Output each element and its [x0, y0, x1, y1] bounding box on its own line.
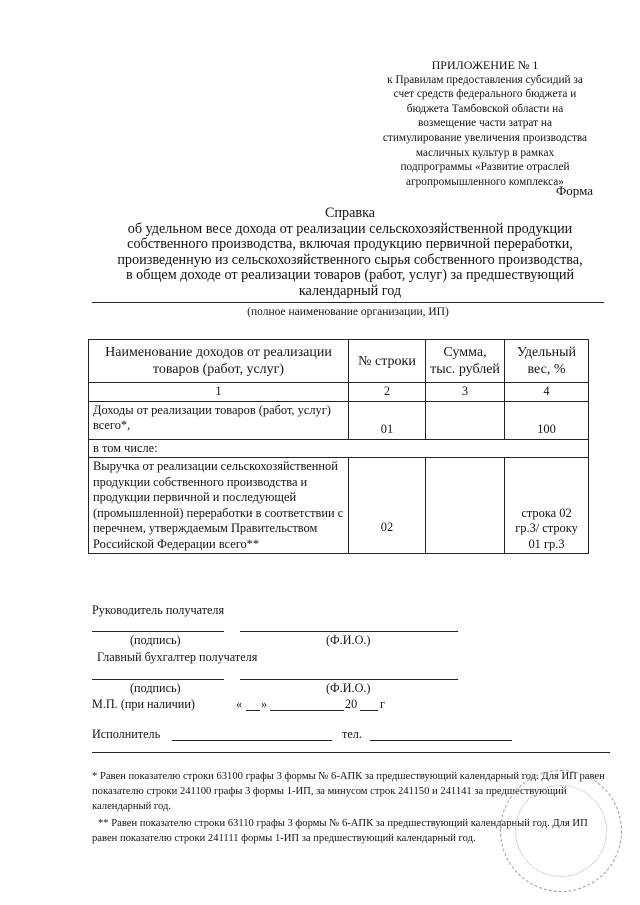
- date-quote-close: »: [261, 697, 268, 711]
- appendix-line: подпрограммы «Развитие отраслей: [400, 161, 570, 174]
- accountant-label: Главный бухгалтер получателя: [97, 650, 258, 664]
- date-month-line[interactable]: [270, 710, 344, 711]
- row2-line: 02: [349, 458, 426, 554]
- executor-label: Исполнитель: [92, 727, 161, 741]
- subheader-including: в том числе:: [89, 439, 589, 458]
- appendix-block: [350, 58, 620, 189]
- table-header-row: [89, 340, 589, 383]
- row2-name: Выручка от реализации сельскохозяйственной продукции собственного производства и продукции первичной и последующей (промышленной) переработки в соответствии с перечнем, утверждаемым Правительством Российской Федерации всего**: [89, 458, 349, 554]
- appendix-line: агропромышленного комплекса»: [406, 175, 564, 188]
- appendix-line: масличных культур в рамках: [415, 146, 555, 159]
- date-suffix: г: [380, 697, 385, 711]
- footnote-first: * Равен показателю строки 63100 графы 3 формы № 6-АПК за предшествующий календарный год. Для ИП равен показателю строки 241100 графы 3 формы 1-ИП, за минусом строк 241150 и 241141 за предшествующий календарный год.: [92, 771, 605, 812]
- row1-sum[interactable]: [426, 401, 505, 439]
- head-label: Руководитель получателя: [92, 603, 225, 617]
- footnote-second: ** Равен показателю строки 63110 графы 3 формы № 6-АПК за предшествующий календарный год. Для ИП равен показателю строки 241111 формы 1-ИП за предшествующий календарный год.: [92, 818, 588, 844]
- document-title: [90, 206, 610, 300]
- title-main: Справка: [324, 205, 376, 221]
- row2-share: строка 02 гр.3/ строку 01 гр.3: [505, 458, 589, 554]
- appendix-line: бюджета Тамбовской области на: [406, 102, 564, 115]
- date-year-line[interactable]: [360, 710, 378, 711]
- tel-label: тел.: [342, 727, 362, 741]
- row1-line: 01: [349, 401, 426, 439]
- row1-share: 100: [505, 401, 589, 439]
- appendix-line: стимулирование увеличения производства: [382, 131, 588, 144]
- official-seal-stamp: [500, 770, 622, 892]
- head-fio-line[interactable]: [240, 631, 458, 632]
- table-row: [89, 439, 589, 458]
- sign-caption: (подпись): [130, 681, 181, 695]
- table-row: [89, 458, 589, 554]
- tel-line[interactable]: [370, 740, 512, 741]
- org-name-caption: (полное наименование организации, ИП): [247, 306, 449, 318]
- row1-name: Доходы от реализации товаров (работ, услуг) всего*,: [89, 401, 349, 439]
- header-sum: Сумма, тыс. рублей: [426, 340, 505, 383]
- fio-caption: (Ф.И.О.): [326, 633, 371, 647]
- title-line: в общем доходе от реализации товаров (работ, услуг) за предшествующий: [125, 267, 575, 284]
- fio-caption: (Ф.И.О.): [326, 681, 371, 695]
- title-line: собственного производства, включая продукцию первичной переработки,: [127, 236, 573, 253]
- date-year: 20: [345, 697, 358, 711]
- form-label: Форма: [556, 183, 593, 198]
- header-share: Удельный вес, %: [505, 340, 589, 383]
- col-number: 1: [89, 383, 349, 402]
- table-row: [89, 401, 589, 439]
- footnote-separator: [92, 752, 610, 753]
- header-line-number: № строки: [349, 340, 426, 383]
- col-number: 2: [349, 383, 426, 402]
- appendix-line: к Правилам предоставления субсидий за: [387, 73, 583, 86]
- head-signature-line[interactable]: [92, 631, 224, 632]
- title-line: произведенную из сельскохозяйственного сырья собственного производства,: [117, 251, 583, 268]
- date-day-line[interactable]: [246, 710, 260, 711]
- date-quote-open: «: [236, 697, 243, 711]
- mp-label: М.П. (при наличии): [92, 697, 195, 711]
- col-number: 3: [426, 383, 505, 402]
- appendix-heading: ПРИЛОЖЕНИЕ № 1: [431, 58, 539, 72]
- executor-line[interactable]: [172, 740, 332, 741]
- col-number: 4: [505, 383, 589, 402]
- sign-caption: (подпись): [130, 633, 181, 647]
- row2-sum[interactable]: [426, 458, 505, 554]
- header-income-name: Наименование доходов от реализации товаров (работ, услуг): [89, 340, 349, 383]
- accountant-fio-line[interactable]: [240, 679, 458, 680]
- income-table: [88, 339, 589, 554]
- org-name-line[interactable]: [92, 302, 604, 303]
- title-line: об удельном весе дохода от реализации сельскохозяйственной продукции: [127, 220, 573, 237]
- seal-inner-ring: [515, 785, 607, 877]
- title-line: календарный год: [298, 282, 402, 299]
- appendix-line: счет средств федерального бюджета и: [393, 88, 577, 101]
- accountant-signature-line[interactable]: [92, 679, 224, 680]
- appendix-line: возмещение части затрат на: [418, 117, 552, 130]
- table-row: [89, 383, 589, 402]
